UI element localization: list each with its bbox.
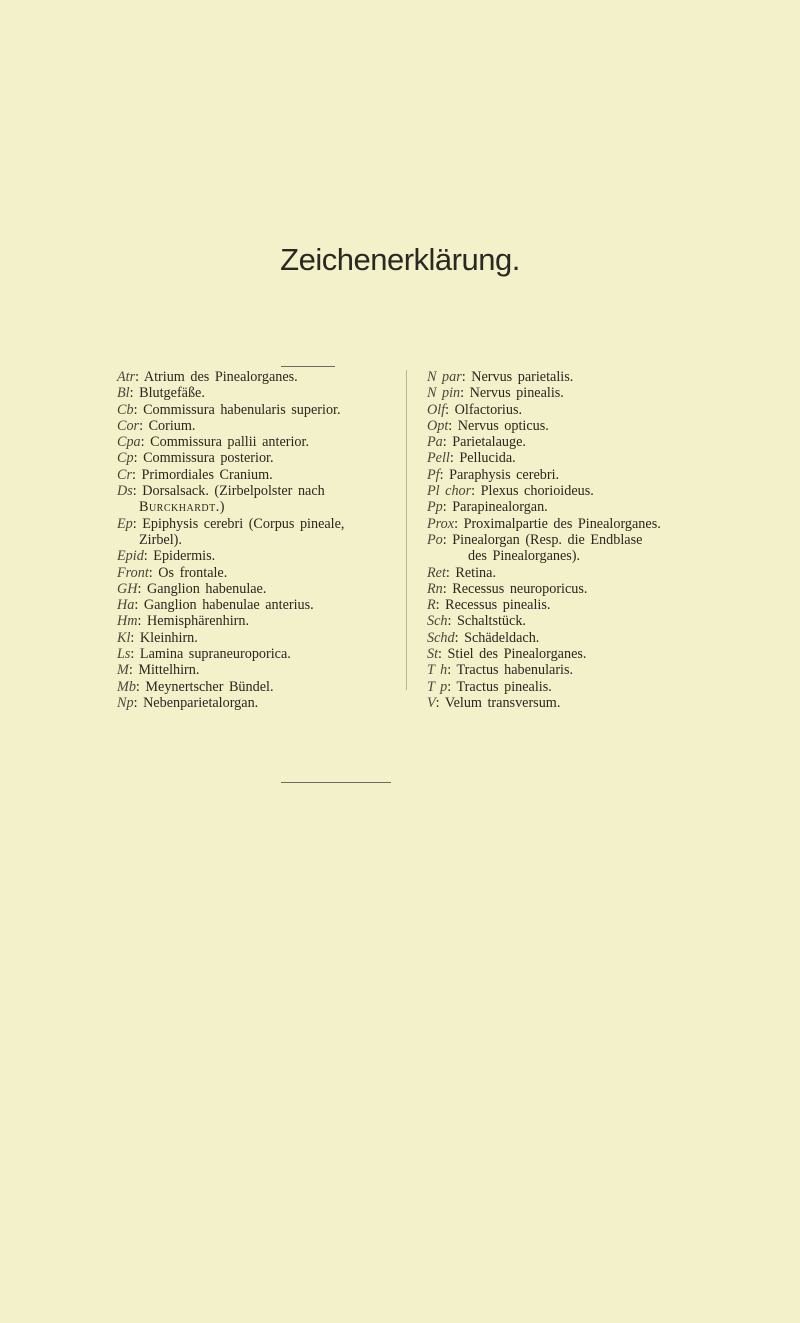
legend-entry: Front: Os frontale. — [117, 564, 228, 581]
legend-abbreviation: Ret — [427, 564, 446, 581]
legend-abbreviation: Opt — [427, 417, 449, 434]
legend-abbreviation: Front — [117, 564, 149, 581]
legend-abbreviation: Pell — [427, 450, 450, 467]
legend-entry: Ep: Epiphysis cerebri (Corpus pineale, — [117, 515, 345, 532]
legend-abbreviation: T h — [427, 662, 448, 679]
legend-description-continuation: des Pinealorganes). — [468, 548, 581, 565]
legend-description-continuation: Zirbel). — [139, 531, 182, 548]
legend-abbreviation: N par — [427, 369, 462, 385]
legend-description: Nebenparietalorgan. — [143, 694, 259, 711]
legend-abbreviation: Schd — [427, 629, 455, 646]
legend-entry: Epid: Epidermis. — [117, 548, 216, 565]
legend-entry: Ret: Retina. — [427, 564, 496, 581]
legend-description: Plexus chorioideus. — [480, 483, 594, 500]
legend-entry: Hm: Hemisphärenhirn. — [117, 613, 250, 630]
legend-entry: Pell: Pellucida. — [427, 450, 516, 467]
legend-entry: Ds: Dorsalsack. (Zirbelpolster nach — [117, 483, 325, 500]
legend-abbreviation: Epid — [117, 548, 144, 565]
legend-description: Epidermis. — [153, 548, 216, 565]
legend-entry: GH: Ganglion habenulae. — [117, 580, 267, 597]
legend-entry: Pa: Parietalauge. — [427, 434, 526, 451]
legend-abbreviation: Prox — [427, 515, 455, 532]
legend-description: Mittelhirn. — [138, 662, 200, 679]
legend-abbreviation: Cb — [117, 401, 134, 418]
legend-description: Parietalauge. — [452, 434, 526, 451]
legend-description: Recessus neuroporicus. — [452, 580, 588, 597]
legend-description: Corium. — [148, 417, 196, 434]
legend-abbreviation: Ls — [117, 646, 131, 663]
legend-abbreviation: Cpa — [117, 434, 141, 451]
legend-abbreviation: Atr — [117, 369, 136, 385]
legend-abbreviation: N pin — [427, 385, 461, 402]
legend-abbreviation: Mb — [117, 678, 136, 695]
legend-entry: Cpa: Commissura pallii anterior. — [117, 434, 310, 451]
legend-entry: Schd: Schädeldach. — [427, 629, 540, 646]
legend-description: Blutgefäße. — [139, 385, 205, 402]
legend-abbreviation: Cor — [117, 417, 140, 434]
legend-abbreviation: V — [427, 694, 436, 711]
legend-abbreviation: Rn — [427, 580, 443, 597]
legend-entry: Olf: Olfactorius. — [427, 401, 523, 418]
legend-description: Recessus pinealis. — [445, 597, 551, 614]
bottom-rule — [281, 782, 391, 783]
legend-description: Hemisphärenhirn. — [147, 613, 250, 630]
legend-abbreviation: Ds — [117, 483, 133, 500]
legend-entry: St: Stiel des Pinealorganes. — [427, 646, 587, 663]
legend-abbreviation: T p — [427, 678, 448, 695]
legend-description: Meynertscher Bündel. — [145, 678, 274, 695]
legend-entry: T p: Tractus pinealis. — [427, 678, 552, 695]
legend-description: Olfactorius. — [454, 401, 523, 418]
legend-abbreviation: Pa — [427, 434, 443, 451]
legend-abbreviation: Ep — [117, 515, 133, 532]
legend-description: Lamina supraneuroporica. — [139, 646, 291, 663]
legend-entry: Mb: Meynertscher Bündel. — [117, 678, 274, 695]
legend-abbreviation: GH — [117, 580, 138, 597]
legend-description: Proximalpartie des Pinealorganes. — [463, 515, 661, 532]
legend-abbreviation: Cp — [117, 450, 134, 467]
legend-abbreviation: Cr — [117, 466, 132, 483]
legend-description: Ganglion habenulae anterius. — [143, 597, 314, 614]
page-title: Zeichenerklärung. — [280, 242, 520, 277]
legend-description: Velum transversum. — [444, 694, 561, 711]
legend-abbreviation: Pl chor — [427, 483, 472, 500]
legend-abbreviation: Po — [427, 531, 443, 548]
legend-left-column — [117, 369, 407, 711]
legend-entry: Ha: Ganglion habenulae anterius. — [117, 597, 314, 614]
legend-description: Nervus opticus. — [457, 417, 549, 434]
legend-description: Tractus pinealis. — [456, 678, 552, 695]
legend-entry: Opt: Nervus opticus. — [427, 417, 549, 434]
legend-entry: Cr: Primordiales Cranium. — [117, 466, 273, 483]
legend-entry: Bl: Blutgefäße. — [117, 385, 205, 402]
legend-entry: Po: Pinealorgan (Resp. die Endblase — [427, 531, 643, 548]
legend-entry: Pp: Parapinealorgan. — [427, 499, 548, 516]
legend-entry: R: Recessus pinealis. — [427, 597, 551, 614]
legend-description: Schaltstück. — [457, 613, 526, 630]
legend-abbreviation: Np — [117, 694, 134, 711]
legend-description: Paraphysis cerebri. — [449, 466, 560, 483]
legend-description: Primordiales Cranium. — [141, 466, 273, 483]
legend-entry: Atr: Atrium des Pinealorganes. — [117, 369, 298, 385]
legend-description: Retina. — [455, 564, 496, 581]
legend-description-continuation: Burckhardt.) — [139, 499, 225, 516]
legend-entry: N pin: Nervus pinealis. — [427, 385, 564, 402]
legend-description: Stiel des Pinealorganes. — [447, 646, 587, 663]
legend-description: Dorsalsack. (Zirbelpolster nach — [142, 483, 325, 500]
legend-description: Tractus habenularis. — [456, 662, 574, 679]
legend-abbreviation: R — [427, 597, 436, 614]
title-divider — [281, 366, 335, 367]
legend-entry: Cor: Corium. — [117, 417, 196, 434]
legend-right-column — [427, 369, 797, 711]
legend-description: Ganglion habenulae. — [147, 580, 267, 597]
legend-abbreviation: Ha — [117, 597, 135, 614]
legend-abbreviation: Bl — [117, 385, 130, 402]
legend-abbreviation: St — [427, 646, 439, 663]
legend-entry: Np: Nebenparietalorgan. — [117, 694, 259, 711]
legend-entry: Pf: Paraphysis cerebri. — [427, 466, 560, 483]
legend-description: Commissura habenularis superior. — [143, 401, 341, 418]
legend-description: Schädeldach. — [464, 629, 540, 646]
legend-description: Pellucida. — [459, 450, 516, 467]
legend-entry: Prox: Proximalpartie des Pinealorganes. — [427, 515, 661, 532]
legend-entry: N par: Nervus parietalis. — [427, 369, 574, 385]
legend-description: Nervus parietalis. — [471, 369, 574, 385]
legend-entry: Pl chor: Plexus chorioideus. — [427, 483, 594, 500]
legend-abbreviation: M — [117, 662, 129, 679]
legend-entry: Sch: Schaltstück. — [427, 613, 526, 630]
legend-entry: Kl: Kleinhirn. — [117, 629, 198, 646]
legend-abbreviation: Kl — [117, 629, 131, 646]
legend-entry: T h: Tractus habenularis. — [427, 662, 574, 679]
legend-abbreviation: Pf — [427, 466, 440, 483]
legend-description: Commissura posterior. — [143, 450, 274, 467]
legend-entry: M: Mittelhirn. — [117, 662, 200, 679]
legend-description: Parapinealorgan. — [452, 499, 548, 516]
legend-description: Os frontale. — [158, 564, 228, 581]
legend-entry: Cp: Commissura posterior. — [117, 450, 274, 467]
legend-description: Epiphysis cerebri (Corpus pineale, — [142, 515, 345, 532]
legend-description: Nervus pinealis. — [469, 385, 564, 402]
legend-entry: Ls: Lamina supraneuroporica. — [117, 646, 291, 663]
legend-abbreviation: Olf — [427, 401, 446, 418]
legend-entry: V: Velum transversum. — [427, 694, 561, 711]
legend-description: Pinealorgan (Resp. die Endblase — [452, 531, 643, 548]
legend-abbreviation: Sch — [427, 613, 448, 630]
legend-abbreviation: Hm — [117, 613, 138, 630]
legend-abbreviation: Pp — [427, 499, 443, 516]
legend-description: Kleinhirn. — [139, 629, 198, 646]
legend-entry: Cb: Commissura habenularis superior. — [117, 401, 341, 418]
legend-description: Atrium des Pinealorganes. — [143, 369, 298, 385]
legend-description: Commissura pallii anterior. — [150, 434, 310, 451]
legend-entry: Rn: Recessus neuroporicus. — [427, 580, 588, 597]
